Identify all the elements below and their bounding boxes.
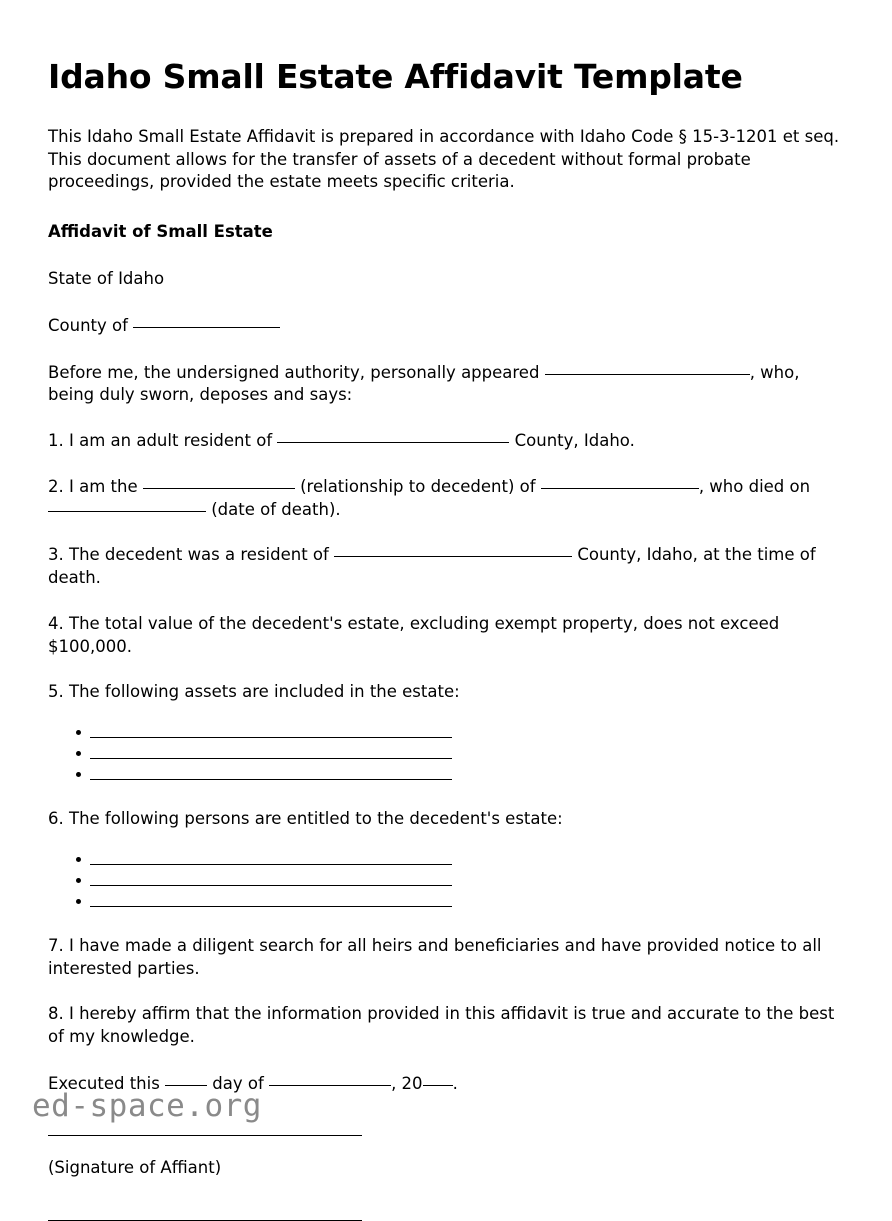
item-3-text-1: 3. The decedent was a resident of bbox=[48, 545, 335, 565]
signature-label: (Signature of Affiant) bbox=[48, 1157, 222, 1177]
asset-blank-line[interactable] bbox=[90, 744, 452, 759]
executed-text-2: day of bbox=[207, 1074, 270, 1094]
section-heading-affidavit: Affidavit of Small Estate bbox=[48, 222, 273, 242]
list-item[interactable] bbox=[48, 764, 844, 785]
intro-paragraph: This Idaho Small Estate Affidavit is prepared in accordance with Idaho Code § 15-3-1201 et seq. This document allows for the transfer of assets of a decedent without formal probate proceedings, provided the estate meets specific criteria. bbox=[48, 126, 840, 192]
bullet-icon bbox=[76, 772, 81, 777]
item-2 bbox=[48, 453, 844, 522]
bullet-icon bbox=[76, 878, 81, 883]
list-item[interactable] bbox=[48, 870, 844, 891]
list-item[interactable] bbox=[48, 743, 844, 764]
asset-blank-line[interactable] bbox=[90, 765, 452, 780]
county-line bbox=[48, 291, 844, 338]
before-me-paragraph bbox=[48, 338, 844, 408]
item-2-text-1: 2. I am the bbox=[48, 476, 143, 496]
heir-blank-line[interactable] bbox=[90, 850, 452, 865]
list-item[interactable] bbox=[48, 891, 844, 912]
heir-blank-line[interactable] bbox=[90, 892, 452, 907]
site-watermark: ed-space.org bbox=[32, 1088, 262, 1124]
heirs-blank-list bbox=[48, 831, 844, 912]
item-2-text-2: (relationship to decedent) of bbox=[294, 476, 541, 496]
bullet-icon bbox=[76, 899, 81, 904]
item-3-county-blank[interactable] bbox=[334, 544, 572, 557]
document-content bbox=[48, 0, 844, 1221]
bullet-icon bbox=[76, 857, 81, 862]
item-2-text-4: (date of death). bbox=[206, 499, 341, 519]
bullet-icon bbox=[76, 730, 81, 735]
item-2-text-3: , who died on bbox=[698, 476, 811, 496]
item-7: 7. I have made a diligent search for all heirs and beneficiaries and have provided notice to all interested parties. bbox=[48, 935, 822, 978]
state-line: State of Idaho bbox=[48, 269, 165, 288]
secondary-signature-rule[interactable] bbox=[48, 1220, 362, 1221]
item-1-text-1: 1. I am an adult resident of bbox=[48, 431, 278, 451]
list-item[interactable] bbox=[48, 849, 844, 870]
item-3 bbox=[48, 521, 844, 590]
executed-text-3: , 20 bbox=[391, 1074, 423, 1094]
heir-blank-line[interactable] bbox=[90, 871, 452, 886]
affiant-name-blank[interactable] bbox=[545, 362, 750, 375]
executed-year-blank[interactable] bbox=[423, 1073, 453, 1086]
item-5: 5. The following assets are included in the estate: bbox=[48, 682, 460, 702]
before-me-text-2: , who, being duly sworn, deposes and says: bbox=[48, 362, 800, 405]
item-4: 4. The total value of the decedent's estate, excluding exempt property, does not exceed $100,000. bbox=[48, 613, 780, 656]
item-3-text-2: County, Idaho, at the time of death. bbox=[48, 545, 816, 588]
page-title: Idaho Small Estate Affidavit Template bbox=[48, 57, 743, 96]
item-2-relationship-blank[interactable] bbox=[143, 476, 295, 489]
item-1 bbox=[48, 407, 844, 453]
asset-blank-line[interactable] bbox=[90, 723, 452, 738]
county-label: County of bbox=[48, 315, 134, 335]
item-1-text-2: County, Idaho. bbox=[509, 431, 635, 451]
county-blank[interactable] bbox=[133, 315, 280, 328]
executed-text-1: Executed this bbox=[48, 1074, 166, 1094]
item-6: 6. The following persons are entitled to the decedent's estate: bbox=[48, 809, 563, 829]
item-2-date-blank[interactable] bbox=[48, 499, 206, 512]
executed-day-blank[interactable] bbox=[165, 1073, 207, 1086]
assets-blank-list bbox=[48, 704, 844, 785]
item-1-county-blank[interactable] bbox=[277, 430, 509, 443]
before-me-text-1: Before me, the undersigned authority, personally appeared bbox=[48, 362, 545, 382]
bullet-icon bbox=[76, 751, 81, 756]
item-8: 8. I hereby affirm that the information provided in this affidavit is true and accurate to the best of my knowledge. bbox=[48, 1004, 835, 1047]
executed-text-4: . bbox=[452, 1074, 458, 1094]
executed-month-blank[interactable] bbox=[269, 1073, 391, 1086]
item-2-decedent-blank[interactable] bbox=[541, 476, 699, 489]
list-item[interactable] bbox=[48, 722, 844, 743]
